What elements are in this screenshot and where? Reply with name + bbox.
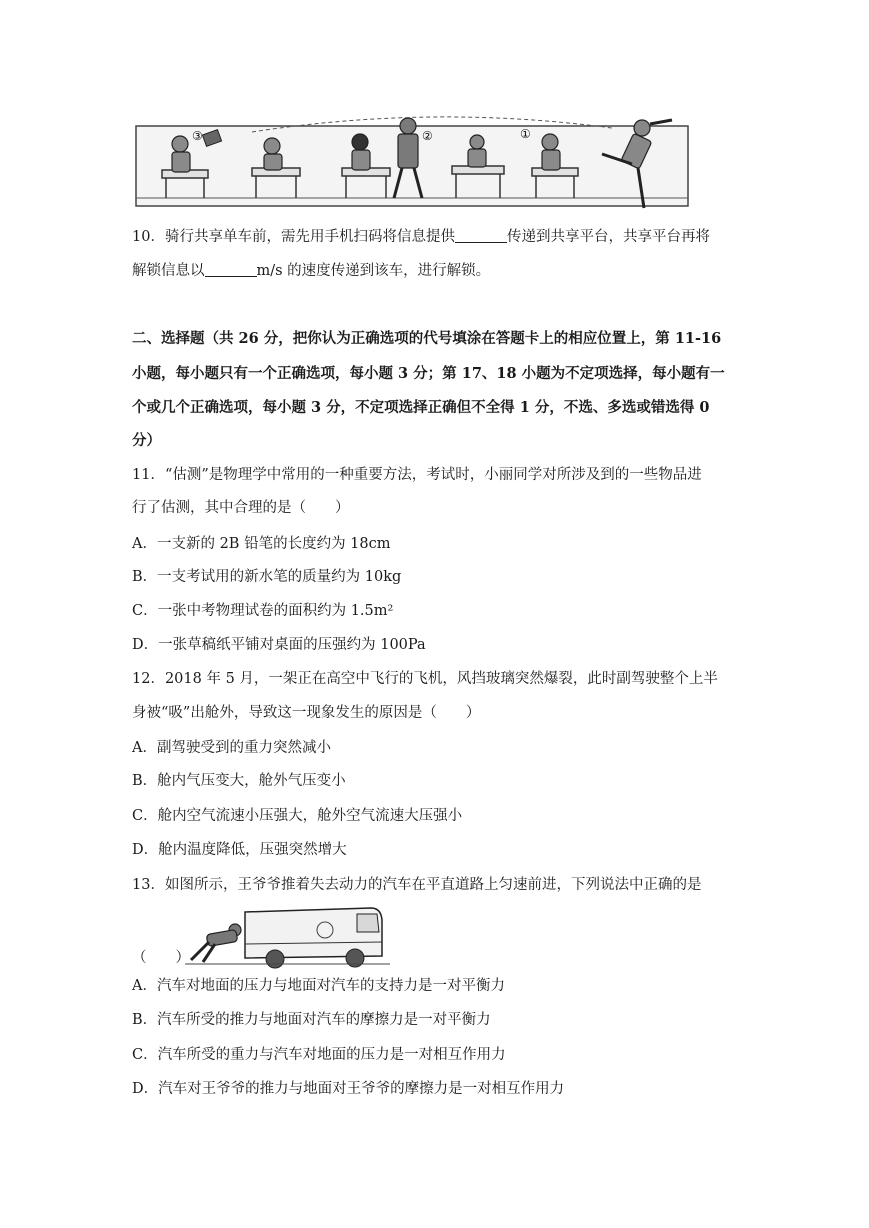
section2-header-4: 分） <box>132 432 161 449</box>
q12-stem-1: 12．2018 年 5 月，一架正在高空中飞行的飞机，风挡玻璃突然爆裂，此时副驾驶整个上半 <box>132 671 718 687</box>
marker-2: ② <box>422 129 433 143</box>
q11-option-a[interactable]: A．一支新的 2B 铅笔的长度约为 18cm <box>132 536 391 552</box>
q13-stem-1: 13．如图所示，王爷爷推着失去动力的汽车在平直道路上匀速前进，下列说法中正确的是 <box>132 877 702 893</box>
section2-header-2: 小题，每小题只有一个正确选项，每小题 3 分；第 17、18 小题为不定项选择，每小题有一 <box>132 365 725 382</box>
section2-header-1: 二、选择题（共 26 分，把你认为正确选项的代号填涂在答题卡上的相应位置上，第 11-16 <box>132 330 722 347</box>
marker-3: ③ <box>192 129 203 143</box>
q10-line-2 <box>132 261 490 281</box>
q11-stem-2: 行了估测，其中合理的是（ ） <box>132 500 350 516</box>
q10-text-1b: 传递到共享平台，共享平台再将 <box>506 229 710 245</box>
q12-option-c[interactable]: C．舱内空气流速小压强大，舱外空气流速大压强小 <box>132 808 463 824</box>
q10-line-1 <box>132 227 710 247</box>
marker-1: ① <box>520 127 531 141</box>
q13-option-b[interactable]: B．汽车所受的推力与地面对汽车的摩擦力是一对平衡力 <box>132 1012 491 1028</box>
q12-option-d[interactable]: D．舱内温度降低，压强突然增大 <box>132 842 347 858</box>
classroom-illustration <box>132 112 692 216</box>
q11-stem-1: 11．“估测”是物理学中常用的一种重要方法，考试时，小丽同学对所涉及到的一些物品进 <box>132 467 702 483</box>
q12-option-a[interactable]: A．副驾驶受到的重力突然减小 <box>132 740 331 756</box>
section2-header-3: 个或几个正确选项，每小题 3 分，不定项选择正确但不全得 1 分，不选、多选或错选得 0 <box>132 399 710 416</box>
q10-text-1a: 10．骑行共享单车前，需先用手机扫码将信息提供 <box>132 229 455 245</box>
q12-stem-2: 身被“吸”出舱外，导致这一现象发生的原因是（ ） <box>132 705 481 721</box>
q13-option-d[interactable]: D．汽车对王爷爷的推力与地面对王爷爷的摩擦力是一对相互作用力 <box>132 1081 565 1097</box>
q11-option-b[interactable]: B．一支考试用的新水笔的质量约为 10kg <box>132 569 402 585</box>
q11-option-c[interactable]: C．一张中考物理试卷的面积约为 1.5m² <box>132 603 394 619</box>
q13-option-a[interactable]: A．汽车对地面的压力与地面对汽车的支持力是一对平衡力 <box>132 978 505 994</box>
q10-blank-1[interactable] <box>455 228 507 243</box>
q12-option-b[interactable]: B．舱内气压变大，舱外气压变小 <box>132 773 346 789</box>
van-push-illustration <box>185 902 390 970</box>
q11-option-d[interactable]: D．一张草稿纸平铺对桌面的压强约为 100Pa <box>132 637 426 653</box>
q10-blank-2[interactable] <box>205 262 257 277</box>
q10-text-2a: 解锁信息以 <box>132 263 205 279</box>
q13-stem-2: （ ） <box>132 950 190 966</box>
q10-text-2b: m/s 的速度传递到该车，进行解锁。 <box>256 263 491 279</box>
q13-option-c[interactable]: C．汽车所受的重力与汽车对地面的压力是一对相互作用力 <box>132 1047 506 1063</box>
